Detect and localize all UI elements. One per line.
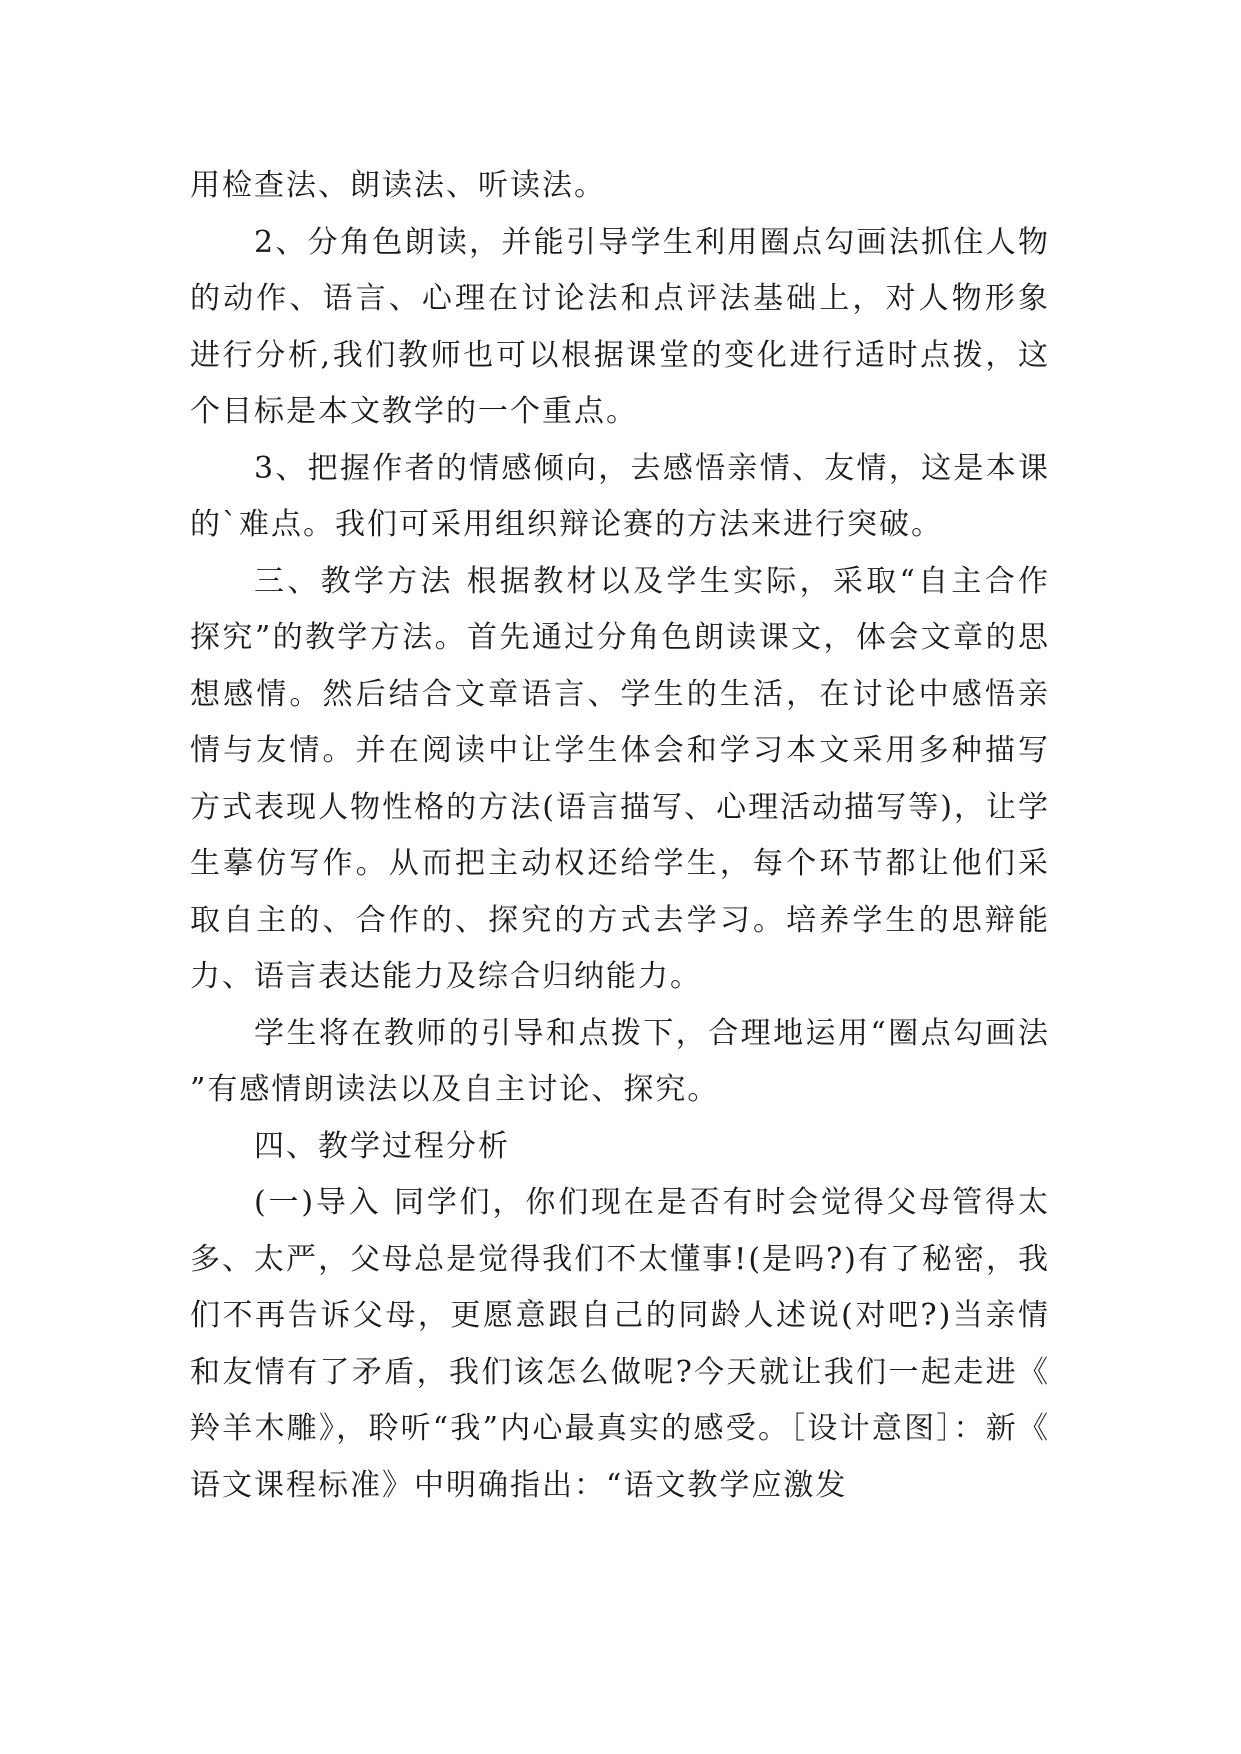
paragraph-introduction: (一)导入 同学们，你们现在是否有时会觉得父母管得太多、太严，父母总是觉得我们不太懂事!(是吗?)有了秘密，我们不再告诉父母，更愿意跟自己的同龄人述说(对吧?)当亲情和友情有了矛盾，我们该怎么做呢?今天就让我们一起走进《羚羊木雕》，聆听“我”内心最真实的感受。［设计意图］：新《语文课程标准》中明确指出：“语文教学应激发 <box>190 1185 1050 1503</box>
document-body <box>190 158 1050 1514</box>
paragraph-learning-method: 学生将在教师的引导和点拨下，合理地运用“圈点勾画法”有感情朗读法以及自主讨论、探究。 <box>190 1015 1050 1107</box>
paragraph-continuation: 用检查法、朗读法、听读法。 <box>190 168 606 203</box>
paragraph-goal-2: 2、分角色朗读，并能引导学生利用圈点勾画法抓住人物的动作、语言、心理在讨论法和点评法基础上，对人物形象进行分析,我们教师也可以根据课堂的变化进行适时点拨，这个目标是本文教学的一个重点。 <box>190 224 1050 429</box>
paragraph-goal-3: 3、把握作者的情感倾向，去感悟亲情、友情，这是本课的`难点。我们可采用组织辩论赛的方法来进行突破。 <box>190 450 1050 542</box>
section-heading-process: 四、教学过程分析 <box>254 1128 510 1164</box>
paragraph-teaching-method: 三、教学方法 根据教材以及学生实际，采取“自主合作探究”的教学方法。首先通过分角色朗读课文，体会文章的思想感情。然后结合文章语言、学生的生活，在讨论中感悟亲情与友情。并在阅读中让学生体会和学习本文采用多种描写方式表现人物性格的方法(语言描写、心理活动描写等)，让学生摹仿写作。从而把主动权还给学生，每个环节都让他们采取自主的、合作的、探究的方式去学习。培养学生的思辩能力、语言表达能力及综合归纳能力。 <box>190 563 1050 994</box>
